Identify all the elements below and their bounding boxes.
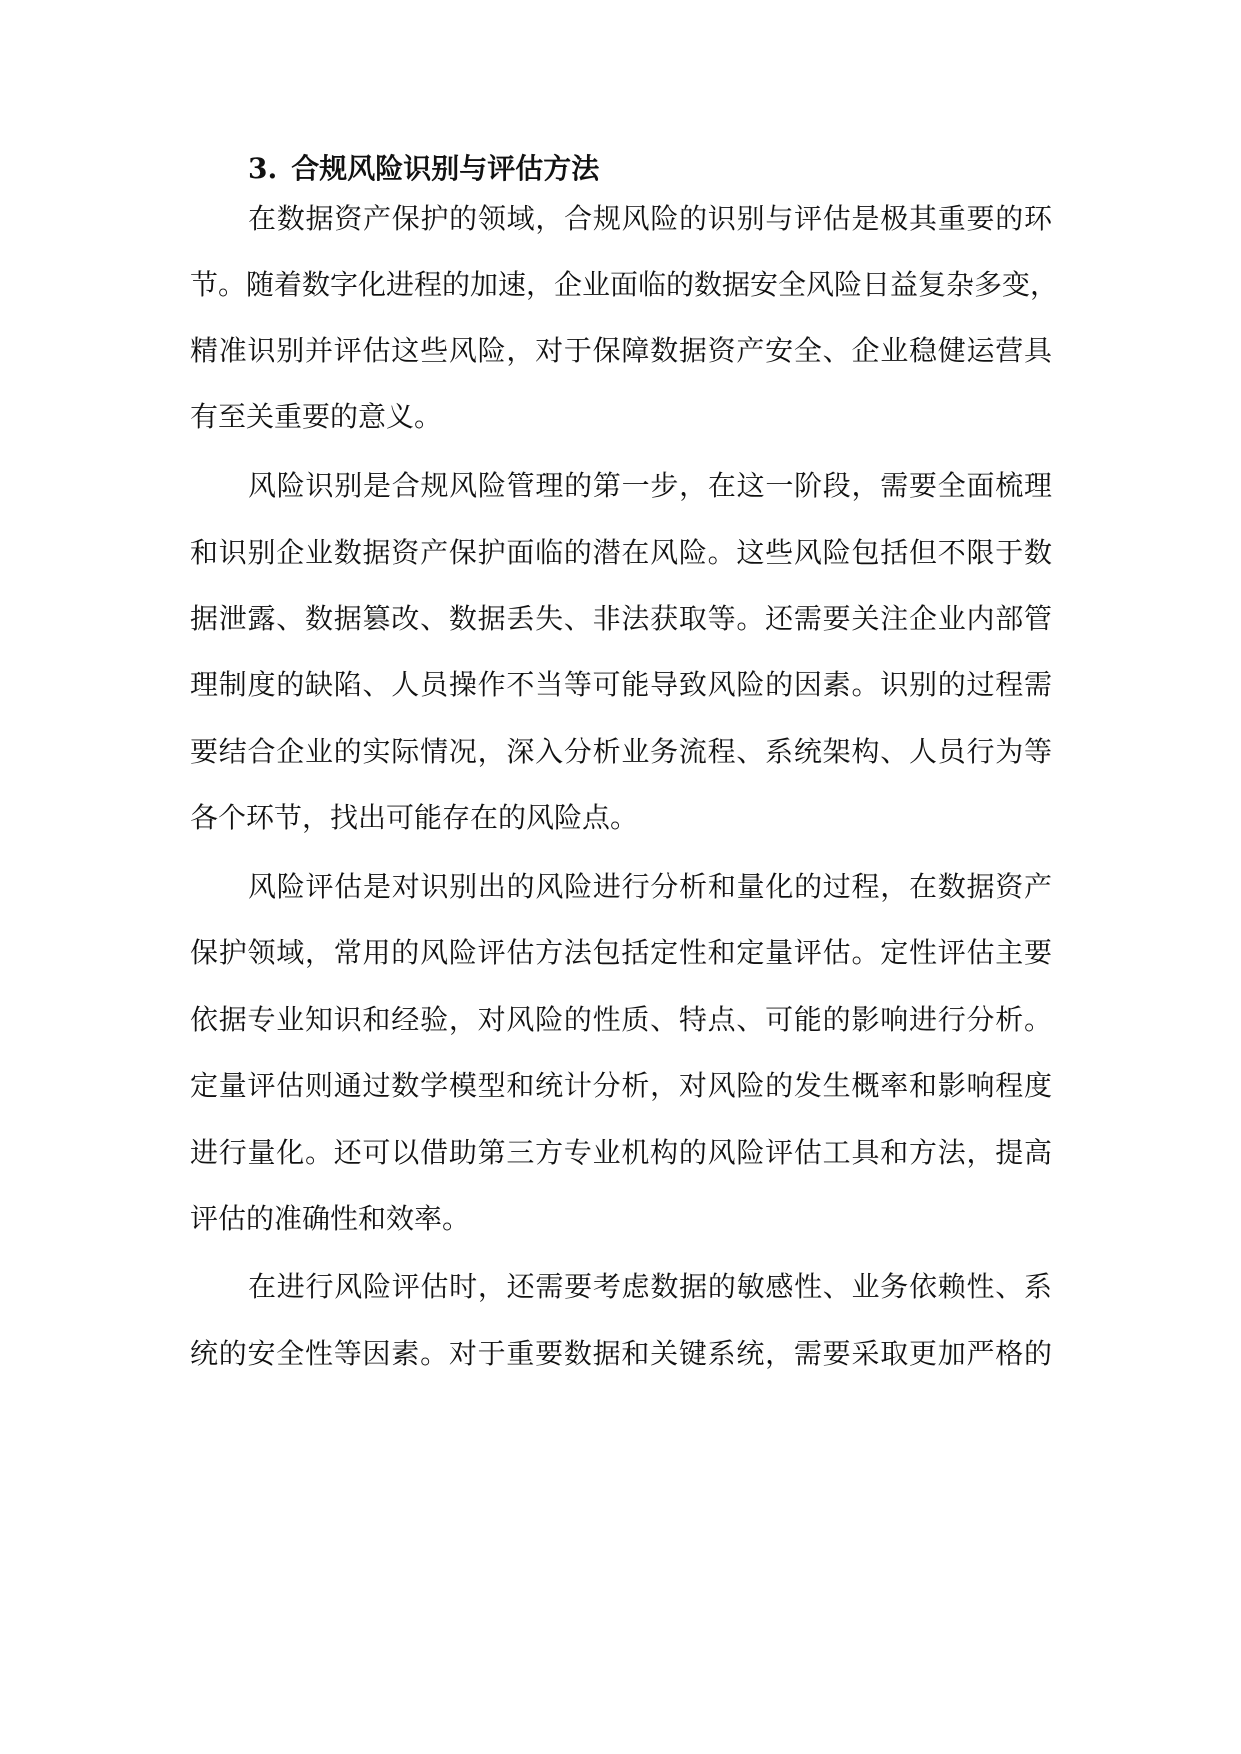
section-heading [248,146,1048,192]
paragraph-2-line-4: 理制度的缺陷、人员操作不当等可能导致风险的因素。识别的过程需 [190,668,1052,701]
paragraph-1-line-2: 节。随着数字化进程的加速，企业面临的数据安全风险日益复杂多变， [190,268,1059,301]
paragraph-3-line-3: 依据专业知识和经验，对风险的性质、特点、可能的影响进行分析。 [190,1003,1052,1036]
paragraph-2-line-1: 风险识别是合规风险管理的第一步，在这一阶段，需要全面梳理 [248,469,1052,502]
paragraph-2-line-3: 据泄露、数据篡改、数据丢失、非法获取等。还需要关注企业内部管 [190,602,1052,635]
paragraph-3-line-5: 进行量化。还可以借助第三方专业机构的风险评估工具和方法，提高 [190,1136,1052,1169]
paragraph-2-line-5: 要结合企业的实际情况，深入分析业务流程、系统架构、人员行为等 [190,735,1052,768]
paragraph-4-line-2: 统的安全性等因素。对于重要数据和关键系统，需要采取更加严格的 [190,1337,1052,1370]
paragraph-4-line-1: 在进行风险评估时，还需要考虑数据的敏感性、业务依赖性、系 [248,1270,1052,1303]
paragraph-2-line-2: 和识别企业数据资产保护面临的潜在风险。这些风险包括但不限于数 [190,536,1052,569]
section-number: 3. [248,152,278,185]
paragraph-3-line-4: 定量评估则通过数学模型和统计分析，对风险的发生概率和影响程度 [190,1069,1052,1102]
paragraph-1-line-3: 精准识别并评估这些风险，对于保障数据资产安全、企业稳健运营具 [190,334,1052,367]
paragraph-2-line-6: 各个环节，找出可能存在的风险点。 [190,801,639,834]
section-title: 合规风险识别与评估方法 [291,152,600,185]
paragraph-1-line-4: 有至关重要的意义。 [190,400,443,433]
paragraph-3-line-6: 评估的准确性和效率。 [190,1202,471,1235]
paragraph-1-line-1: 在数据资产保护的领域，合规风险的识别与评估是极其重要的环 [248,202,1052,235]
paragraph-3-line-1: 风险评估是对识别出的风险进行分析和量化的过程，在数据资产 [248,870,1052,903]
paragraph-3-line-2: 保护领域，常用的风险评估方法包括定性和定量评估。定性评估主要 [190,936,1052,969]
